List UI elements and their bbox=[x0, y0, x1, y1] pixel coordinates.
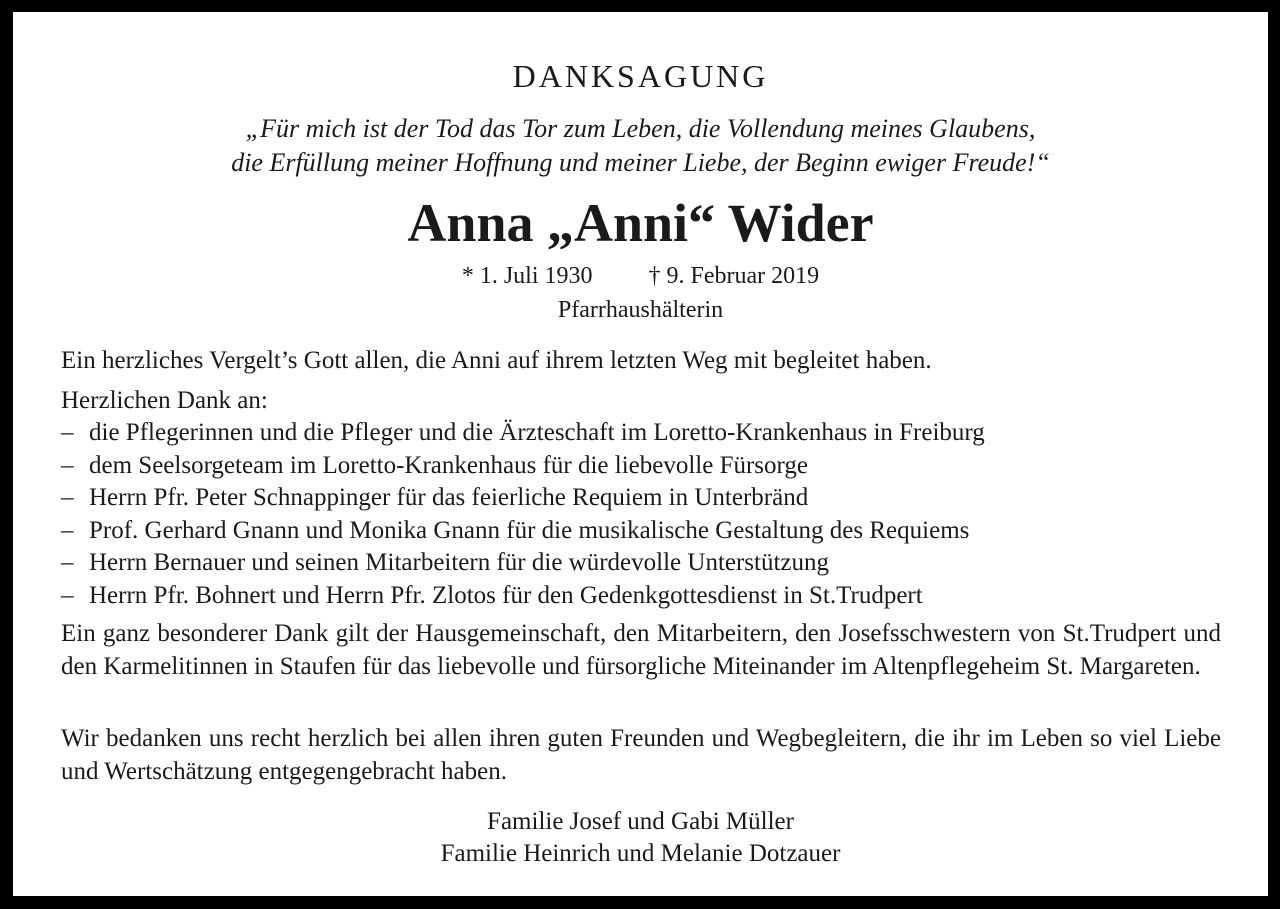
signature-family-1: Familie Josef und Gabi Müller bbox=[487, 808, 794, 835]
signature-block bbox=[13, 806, 1268, 870]
life-dates bbox=[13, 260, 1268, 292]
thanks-heading: Herzlichen Dank an: bbox=[61, 387, 268, 414]
dash-bullet: – bbox=[61, 549, 74, 576]
intro-paragraph: Ein herzliches Vergelt’s Gott allen, die Anni auf ihrem letzten Weg mit begleitet haben. bbox=[61, 347, 932, 374]
dash-bullet: – bbox=[61, 419, 74, 446]
thanks-list bbox=[61, 417, 1221, 612]
list-item: – Prof. Gerhard Gnann und Monika Gnann für die musikalische Gestaltung des Requiems bbox=[61, 515, 1221, 548]
dash-bullet: – bbox=[61, 516, 74, 544]
friends-thanks-paragraph: Wir bedanken uns recht herzlich bei allen ihren guten Freunden und Wegbegleitern, die ihr im Leben so viel Liebe und Wertschätzung entgegengebracht haben. bbox=[61, 725, 1221, 785]
notice-heading: DANKSAGUNG bbox=[512, 58, 769, 94]
birth-date: * 1. Juli 1930 bbox=[461, 263, 593, 289]
deceased-occupation: Pfarrhaushälterin bbox=[557, 297, 724, 323]
list-item: – Herrn Bernauer und seinen Mitarbeitern für die würdevolle Unterstützung bbox=[61, 547, 1221, 580]
death-date: † 9. Februar 2019 bbox=[648, 263, 820, 289]
quote-line-1: „Für mich ist der Tod das Tor zum Leben, die Vollendung meines Glaubens, bbox=[245, 114, 1036, 143]
special-thanks-paragraph: Ein ganz besonderer Dank gilt der Hausgemeinschaft, den Mitarbeitern, den Josefsschwestern von St.Trudpert und den Karmelitinnen in Staufen für das liebevolle und fürsorgliche Miteinander im Altenpflegeheim St. Margareten. bbox=[61, 620, 1221, 680]
epitaph-quote bbox=[13, 112, 1268, 180]
deceased-name: Anna „Anni“ Wider bbox=[407, 193, 874, 253]
list-item: – Herrn Pfr. Bohnert und Herrn Pfr. Zlotos für den Gedenkgottesdienst in St.Trudpert bbox=[61, 580, 1221, 613]
list-item: – die Pflegerinnen und die Pfleger und die Ärzteschaft im Loretto-Krankenhaus in Freiburg bbox=[61, 417, 1221, 450]
signature-family-2: Familie Heinrich und Melanie Dotzauer bbox=[440, 840, 841, 867]
dash-bullet: – bbox=[61, 484, 74, 511]
list-item: – dem Seelsorgeteam im Loretto-Krankenhaus für die liebevolle Fürsorge bbox=[61, 450, 1221, 483]
dash-bullet: – bbox=[61, 581, 74, 609]
list-item: – Herrn Pfr. Peter Schnappinger für das feierliche Requiem in Unterbränd bbox=[61, 482, 1221, 515]
dash-bullet: – bbox=[61, 451, 74, 479]
quote-line-2: die Erfüllung meiner Hoffnung und meiner Liebe, der Beginn ewiger Freude!“ bbox=[231, 148, 1050, 177]
